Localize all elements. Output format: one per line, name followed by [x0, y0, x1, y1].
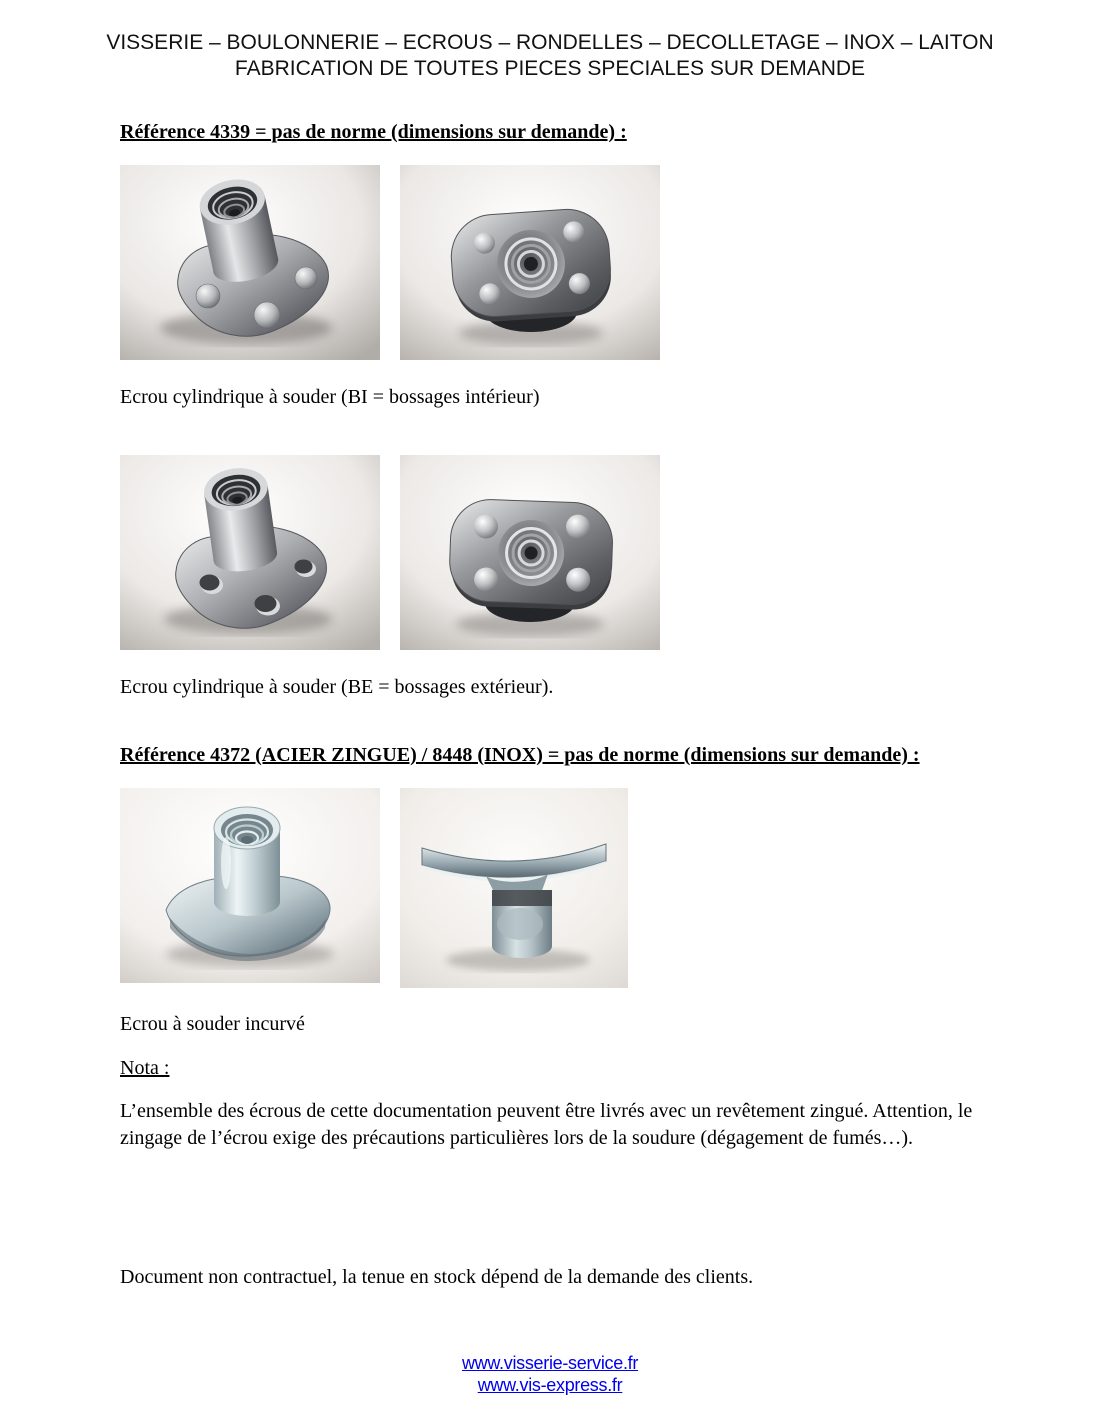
page-header	[0, 0, 1100, 82]
photo-row-2	[120, 455, 1010, 650]
disclaimer-text: Document non contractuel, la tenue en stock dépend de la demande des clients.	[120, 1266, 754, 1288]
photo-weld-nut-bi-side-view	[120, 165, 380, 360]
page-content	[120, 120, 1010, 1289]
photo-row-1	[120, 165, 1010, 360]
photo-curved-weld-nut-side-view	[400, 788, 628, 988]
weld-nut-be-top-illustration	[400, 455, 660, 650]
page-footer	[0, 1352, 1100, 1396]
weld-nut-bi-top-illustration	[400, 165, 660, 360]
link-visserie-service[interactable]: www.visserie-service.fr	[461, 1353, 639, 1373]
section1-heading: Référence 4339 = pas de norme (dimensions sur demande) :	[120, 121, 627, 143]
nota-label: Nota :	[120, 1057, 170, 1079]
nota-text: L’ensemble des écrous de cette documentation peuvent être livrés avec un revêtement zingué. Attention, le zingage de l’écrou exige des précautions particulières lors de la soudure (dégagement de fumés…).	[120, 1100, 973, 1149]
photo-weld-nut-bi-top-view	[400, 165, 660, 360]
curved-weld-nut-side-illustration	[400, 788, 628, 988]
caption-incurve: Ecrou à souder incurvé	[120, 1013, 305, 1035]
weld-nut-bi-side-illustration	[120, 165, 380, 360]
weld-nut-be-side-illustration	[120, 455, 380, 650]
caption-be: Ecrou cylindrique à souder (BE = bossages extérieur).	[120, 676, 554, 698]
photo-weld-nut-be-side-view	[120, 455, 380, 650]
curved-weld-nut-three-quarter-illustration	[120, 788, 380, 983]
section2-heading: Référence 4372 (ACIER ZINGUE) / 8448 (INOX) = pas de norme (dimensions sur demande) :	[120, 744, 920, 766]
header-line2: FABRICATION DE TOUTES PIECES SPECIALES SUR DEMANDE	[234, 57, 866, 80]
header-line1: VISSERIE – BOULONNERIE – ECROUS – RONDELLES – DECOLLETAGE – INOX – LAITON	[106, 31, 994, 54]
photo-row-3	[120, 788, 1010, 988]
caption-bi: Ecrou cylindrique à souder (BI = bossages intérieur)	[120, 386, 540, 408]
link-vis-express[interactable]: www.vis-express.fr	[477, 1375, 623, 1395]
photo-weld-nut-be-top-view	[400, 455, 660, 650]
photo-curved-weld-nut-three-quarter-view	[120, 788, 380, 983]
